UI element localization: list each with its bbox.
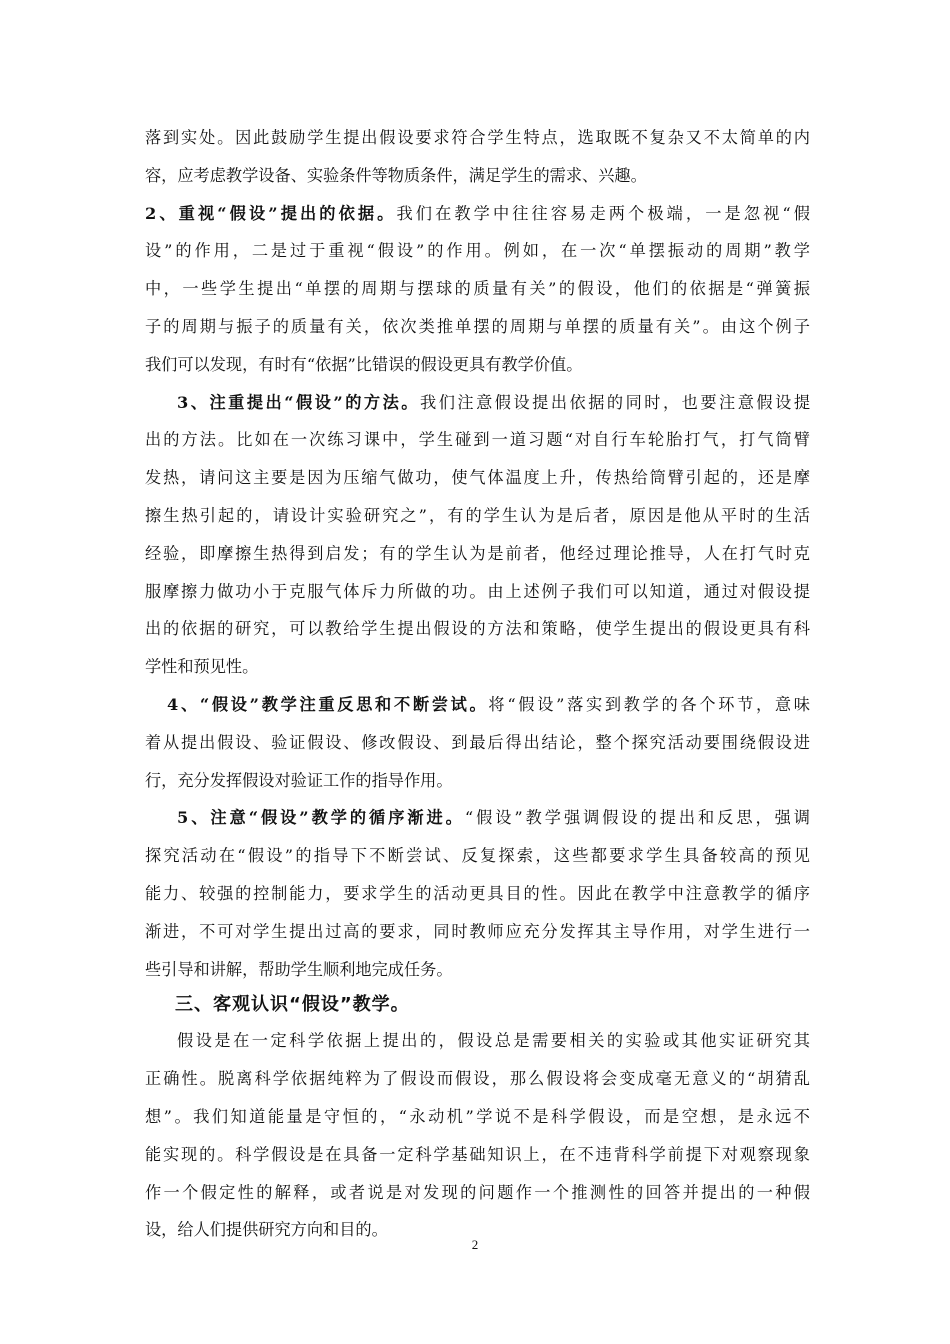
paragraph-first-line [145,799,810,837]
paragraph-line: 中，一些学生提出“单摆的周期与摆球的质量有关”的假设，他们的依据是“弹簧振 [145,279,810,299]
paragraph-line: 探究活动在“假设”的指导下不断尝试、反复探索，这些都要求学生具备较高的预见 [145,846,810,866]
paragraph-line: 想”。我们知道能量是守恒的，“永动机”学说不是科学假设，而是空想，是永远不 [145,1106,810,1126]
paragraph-line: 着从提出假设、验证假设、修改假设、到最后得出结论，整个探究活动要围绕假设进 [145,732,810,752]
paragraph-text: 我们在教学中往往容易走两个极端，一是忽视“假 [396,203,810,223]
paragraph-line: 渐进，不可对学生提出过高的要求，同时教师应充分发挥其主导作用，对学生进行一 [145,921,810,941]
paragraph-heading-3: 3、注重提出“假设”的方法。 [177,392,420,412]
paragraph-first-line [145,686,810,724]
paragraph-line: 些引导和讲解，帮助学生顺利地完成任务。 [145,959,453,979]
section-heading: 三、客观认识“假设”教学。 [175,994,410,1016]
paragraph-line: 行，充分发挥假设对验证工作的指导作用。 [145,770,453,790]
paragraph-line: 出的依据的研究，可以教给学生提出假设的方法和策略，使学生提出的假设更具有科 [145,619,810,639]
paragraph-line: 设”的作用，二是过于重视“假设”的作用。例如，在一次“单摆振动的周期”教学 [145,241,810,261]
paragraph-line: 能力、较强的控制能力，要求学生的活动更具目的性。因此在教学中注意教学的循序 [145,883,810,903]
document-body [145,119,810,1249]
paragraph-line: 发热，请问这主要是因为压缩气做功，使气体温度上升，传热给筒臂引起的，还是摩 [145,468,810,488]
paragraph-heading-5: 5、注意“假设”教学的循序渐进。 [177,808,465,828]
paragraph-line: 擦生热引起的，请设计实验研究之”，有的学生认为是后者，原因是他从平时的生活 [145,505,810,525]
paragraph-line: 作一个假定性的解释，或者说是对发现的问题作一个推测性的回答并提出的一种假 [145,1182,810,1202]
paragraph-text: 将“假设”落实到教学的各个环节，意味 [488,694,810,714]
paragraph-heading-2: 2、重视“假设”提出的依据。 [145,203,397,223]
paragraph-line: 子的周期与振子的质量有关，依次类推单摆的周期与单摆的质量有关”。由这个例子 [145,316,810,336]
paragraph-first-line [145,195,810,233]
paragraph-line: 经验，即摩擦生热得到启发；有的学生认为是前者，他经过理论推导，人在打气时克 [145,543,810,563]
paragraph-first-line [145,384,810,422]
paragraph-line: 设，给人们提供研究方向和目的。 [145,1220,388,1240]
paragraph-text: 我们注意假设提出依据的同时，也要注意假设提 [420,392,810,412]
paragraph-line: 学性和预见性。 [145,657,259,677]
paragraph-text: “假设”教学强调假设的提出和反思，强调 [464,808,810,828]
paragraph-line: 正确性。脱离科学依据纯粹为了假设而假设，那么假设将会变成毫无意义的“胡猜乱 [145,1069,810,1089]
paragraph-line: 服摩擦力做功小于克服气体斥力所做的功。由上述例子我们可以知道，通过对假设提 [145,581,810,601]
paragraph-line: 假设是在一定科学依据上提出的，假设总是需要相关的实验或其他实证研究其 [177,1031,810,1051]
paragraph-line: 容，应考虑教学设备、实验条件等物质条件，满足学生的需求、兴趣。 [145,165,647,185]
paragraph-line: 落到实处。因此鼓励学生提出假设要求符合学生特点，选取既不复杂又不太简单的内 [145,128,810,147]
page-number: 2 [471,1237,479,1252]
paragraph-line: 我们可以发现，有时有“依据”比错误的假设更具有教学价值。 [145,354,583,374]
paragraph-line: 出的方法。比如在一次练习课中，学生碰到一道习题“对自行车轮胎打气，打气筒臂 [145,430,810,450]
paragraph-heading-4: 4、“假设”教学注重反思和不断尝试。 [167,694,489,714]
paragraph-line: 能实现的。科学假设是在具备一定科学基础知识上，在不违背科学前提下对观察现象 [145,1144,810,1164]
